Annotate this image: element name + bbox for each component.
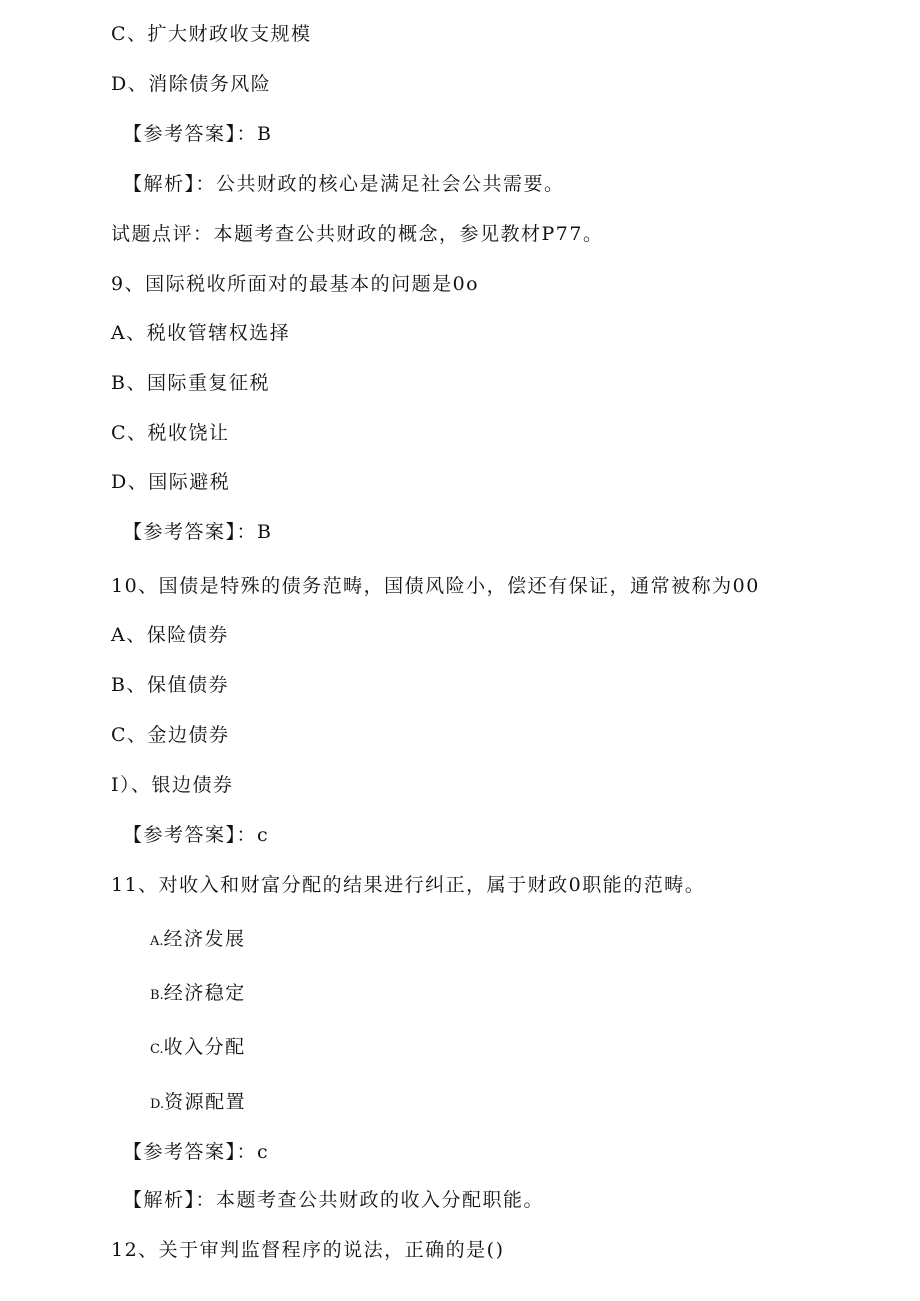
- question-9: 9、国际税收所面对的最基本的问题是0o: [111, 273, 480, 295]
- analysis: 【解析】：本题考查公共财政的收入分配职能。: [123, 1189, 545, 1211]
- question-12: 12、关于审判监督程序的说法，正确的是(): [111, 1239, 505, 1261]
- option-a: A、税收管辖权选择: [111, 322, 291, 344]
- question-11: 11、对收入和财富分配的结果进行纠正，属于财政0职能的范畴。: [111, 874, 706, 896]
- reference-answer: 【参考答案】：c: [123, 1141, 270, 1163]
- reference-answer: 【参考答案】：B: [123, 123, 273, 145]
- option-d: I）、银边债券: [111, 774, 234, 796]
- option-d: [150, 1090, 246, 1117]
- option-letter: B.: [150, 988, 164, 1003]
- option-text: 经济发展: [163, 928, 246, 950]
- option-c: C、扩大财政收支规模: [111, 23, 312, 45]
- option-b: B、保值债券: [111, 674, 229, 696]
- reference-answer: 【参考答案】：c: [123, 824, 270, 846]
- analysis: 【解析】：公共财政的核心是满足社会公共需要。: [123, 173, 565, 195]
- option-b: B、国际重复征税: [111, 372, 270, 394]
- option-c: C、税收饶让: [111, 422, 230, 444]
- option-d: D、国际避税: [111, 471, 231, 493]
- option-letter: C.: [150, 1042, 164, 1057]
- option-text: 资源配置: [164, 1091, 247, 1113]
- option-text: 收入分配: [163, 1036, 246, 1058]
- question-comment: 试题点评：本题考查公共财政的概念，参见教材P77。: [111, 223, 604, 245]
- option-a: A、保险债券: [111, 624, 229, 646]
- option-c: C、金边债券: [111, 724, 230, 746]
- option-letter: A.: [150, 934, 164, 949]
- option-a: [150, 927, 246, 954]
- option-text: 经济稳定: [163, 982, 246, 1004]
- option-letter: D.: [150, 1097, 165, 1112]
- option-c: [150, 1035, 246, 1062]
- question-10: 10、国债是特殊的债务范畴，国债风险小，偿还有保证，通常被称为00: [111, 575, 760, 597]
- reference-answer: 【参考答案】：B: [123, 521, 273, 543]
- option-d: D、消除债务风险: [111, 73, 272, 95]
- option-b: [150, 981, 246, 1008]
